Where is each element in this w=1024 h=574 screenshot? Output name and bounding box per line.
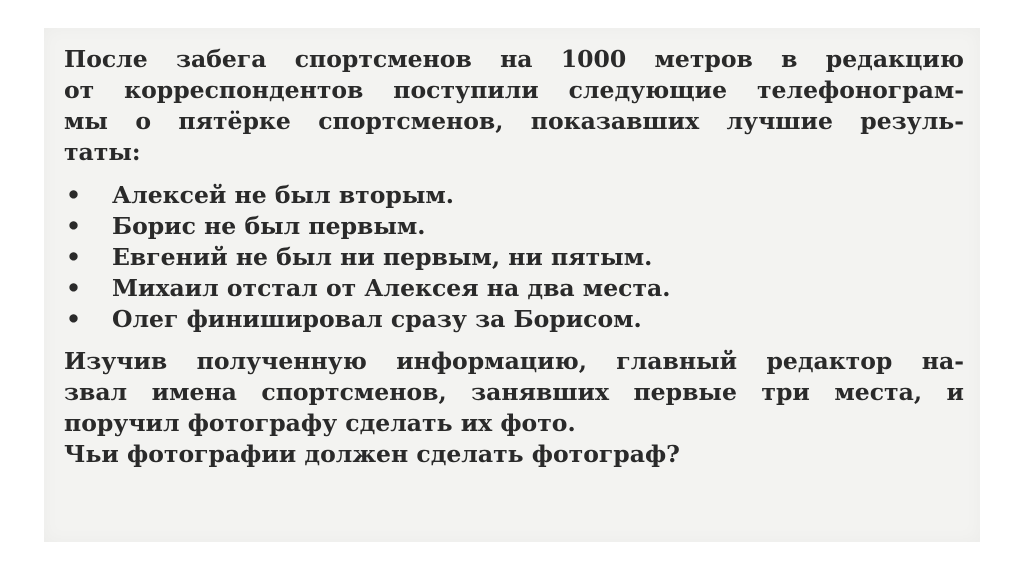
- list-item: [64, 211, 964, 242]
- list-item: [64, 242, 964, 273]
- statement-text: Михаил отстал от Алексея на два места.: [112, 274, 671, 302]
- statement-text: Евгений не был ни первым, ни пятым.: [112, 243, 653, 271]
- problem-text: [64, 44, 964, 470]
- question-text: Чьи фотографии должен сделать фотограф?: [64, 440, 680, 468]
- intro-paragraph: [64, 44, 964, 168]
- statement-text: Борис не был первым.: [112, 212, 426, 240]
- intro-line: таты:: [64, 138, 141, 166]
- bullet-icon: •: [66, 274, 82, 302]
- outro-line: поручил фотографу сделать их фото.: [64, 409, 576, 437]
- bullet-icon: •: [66, 243, 82, 271]
- outro-paragraph: [64, 346, 964, 470]
- intro-line: от корреспондентов поступили следующие телефонограм-: [64, 76, 964, 104]
- intro-line: мы о пятёрке спортсменов, показавших лучшие резуль-: [64, 107, 964, 135]
- statement-text: Олег финишировал сразу за Борисом.: [112, 305, 642, 333]
- bullet-icon: •: [66, 212, 82, 240]
- outro-line: звал имена спортсменов, занявших первые три места, и: [64, 378, 964, 406]
- statements-list: [64, 180, 964, 335]
- bullet-icon: •: [66, 181, 82, 209]
- list-item: [64, 273, 964, 304]
- document-page: [44, 28, 980, 542]
- bullet-icon: •: [66, 305, 82, 333]
- statement-text: Алексей не был вторым.: [112, 181, 454, 209]
- list-item: [64, 304, 964, 335]
- intro-line: После забега спортсменов на 1000 метров в редакцию: [64, 45, 964, 73]
- list-item: [64, 180, 964, 211]
- outro-line: Изучив полученную информацию, главный редактор на-: [64, 347, 964, 375]
